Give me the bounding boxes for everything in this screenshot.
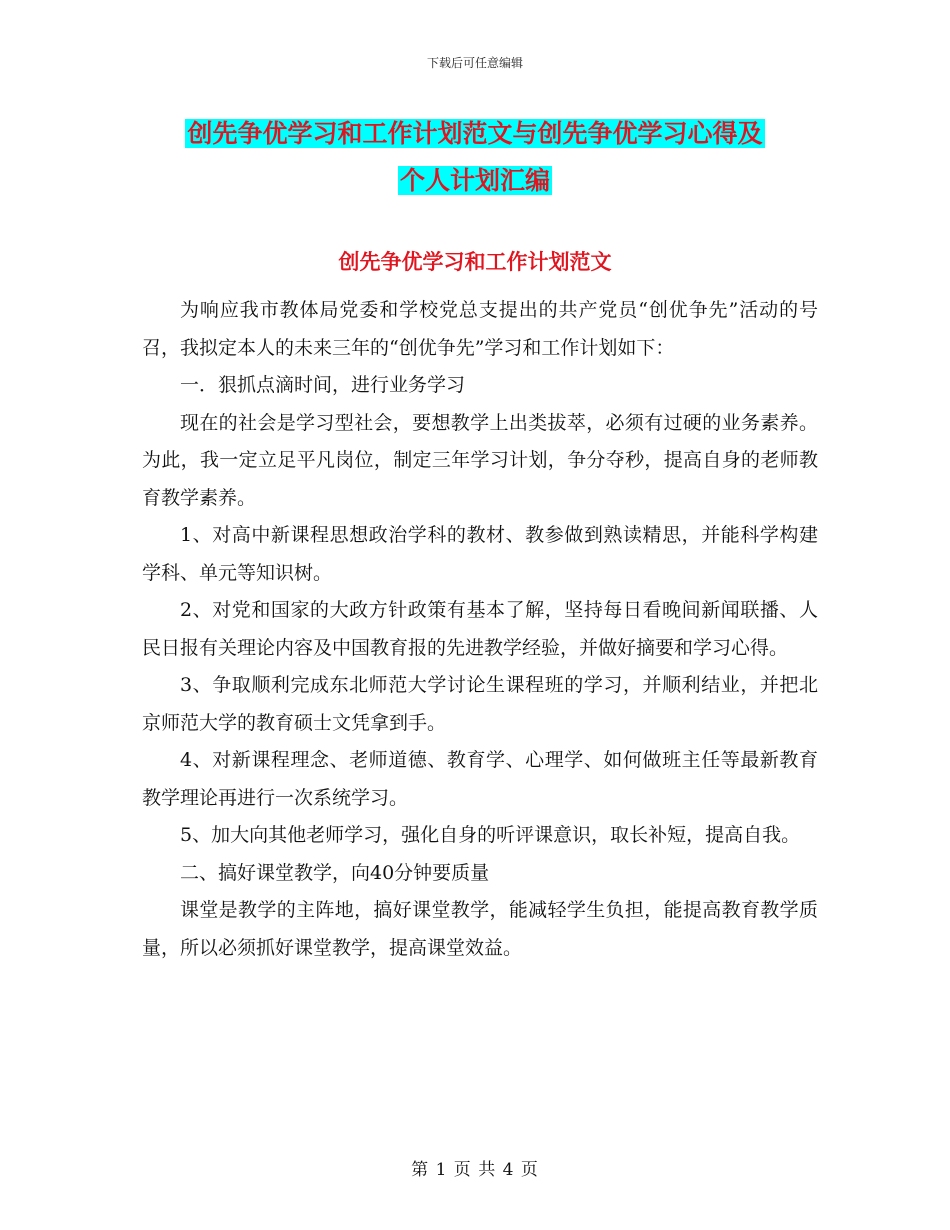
paragraph: 现在的社会是学习型社会，要想教学上出类拔萃，必须有过硬的业务素养。为此，我一定立足平凡岗位，制定三年学习计划，争分夺秒，提高自身的老师教育教学素养。: [142, 411, 818, 509]
page-number-footer: 第 1 页 共 4 页: [411, 1160, 539, 1180]
document-body: [142, 292, 818, 967]
heading-one: 一．狠抓点滴时间，进行业务学习: [180, 374, 466, 396]
paragraph-intro: 为响应我市教体局党委和学校党总支提出的共产党员“创优争先”活动的号召，我拟定本人的未来三年的“创优争先”学习和工作计划如下：: [142, 299, 818, 359]
paragraph: 课堂是教学的主阵地，搞好课堂教学，能减轻学生负担，能提高教育教学质量，所以必须抓好课堂教学，提高课堂效益。: [142, 899, 818, 959]
list-item-3: 3、争取顺利完成东北师范大学讨论生课程班的学习，并顺利结业，并把北京师范大学的教育硕士文凭拿到手。: [142, 674, 818, 734]
section-title: 创先争优学习和工作计划范文: [338, 249, 612, 274]
document-title: [0, 110, 950, 204]
heading-two: 二、搞好课堂教学，向40分钟要质量: [180, 861, 490, 884]
document-title-line2: 个人计划汇编: [399, 166, 550, 195]
document-title-line1: 创先争优学习和工作计划范文与创先争优学习心得及: [187, 119, 763, 148]
list-item-5: 5、加大向其他老师学习，强化自身的听评课意识，取长补短，提高自我。: [180, 824, 801, 846]
list-item-2: 2、对党和国家的大政方针政策有基本了解，坚持每日看晚间新闻联播、人民日报有关理论内容及中国教育报的先进教学经验，并做好摘要和学习心得。: [142, 599, 818, 659]
header-note: 下载后可任意编辑: [426, 56, 523, 70]
list-item-4: 4、对新课程理念、老师道德、教育学、心理学、如何做班主任等最新教育教学理论再进行一次系统学习。: [142, 749, 818, 809]
list-item-1: 1、对高中新课程思想政治学科的教材、教参做到熟读精思，并能科学构建学科、单元等知识树。: [142, 524, 818, 584]
